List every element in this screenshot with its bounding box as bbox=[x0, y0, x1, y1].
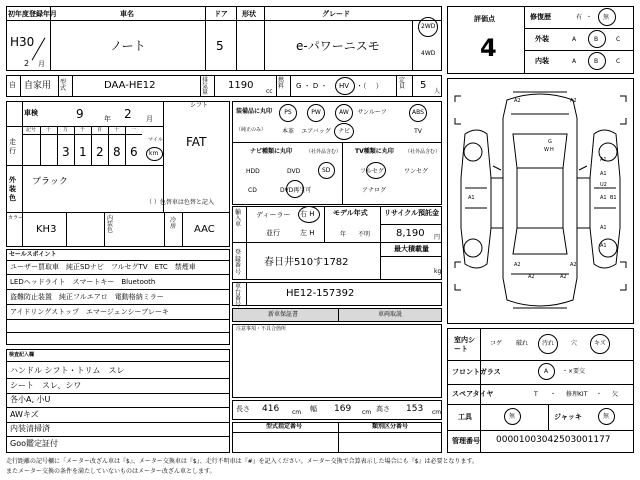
diagram-damage-label: H bbox=[550, 147, 554, 153]
int-grade-c: C bbox=[616, 58, 621, 65]
diagram-damage-label: A2 bbox=[570, 98, 577, 104]
equipment-item: PS bbox=[284, 109, 292, 116]
inspection-label: 車検 bbox=[24, 109, 38, 117]
mileage-digit-header: 十 bbox=[114, 127, 120, 133]
equipment-item: AW bbox=[339, 109, 349, 116]
sales-point-4: アイドリングストップ エマージェンシーブレーキ bbox=[10, 308, 169, 316]
footer-line-2: またメーター交換の条件を満たしていないものはメーター改ざん車とします。 bbox=[6, 468, 216, 475]
import-label: 輸入車 bbox=[235, 209, 242, 228]
inspector-note: Goo鑑定証付 bbox=[10, 438, 58, 448]
first-reg-label: 初年度登録年月 bbox=[8, 10, 57, 18]
plate-value: 春日井510す1782 bbox=[264, 257, 349, 268]
disp-unit: cc bbox=[266, 88, 273, 95]
interior-opt: 穴 bbox=[570, 340, 577, 347]
nav-title: ナビ種類に丸印 bbox=[250, 148, 293, 155]
nav-dvd-play: DVD再生可 bbox=[280, 187, 312, 194]
import-left-h: 左 H bbox=[300, 229, 315, 237]
inspector-note: 各小A, 小U bbox=[10, 395, 51, 404]
mileage-digit: 2 bbox=[96, 145, 104, 159]
diagram-damage-label: G bbox=[548, 139, 552, 145]
capacity-unit: 人 bbox=[434, 88, 441, 95]
import-right-h: 右 H bbox=[300, 210, 315, 218]
manual-label: 車両取説 bbox=[378, 311, 403, 318]
car-name-value: ノート bbox=[110, 39, 146, 53]
fuel-options: G ・ D ・ bbox=[296, 82, 328, 90]
import-dealer: ディーラー bbox=[256, 211, 291, 219]
height-value: 153 bbox=[406, 404, 424, 414]
ac-label: 冷房 bbox=[170, 217, 177, 230]
interior-opt: キズ bbox=[594, 340, 606, 347]
diagram-damage-label: A2 bbox=[528, 274, 535, 280]
model-label: 型式 bbox=[60, 79, 67, 92]
diagram-damage-label: A1 bbox=[600, 157, 607, 163]
exterior-note: （ ）色替車は色替と記入 bbox=[146, 199, 214, 206]
diagram-damage-label: A2 bbox=[560, 274, 567, 280]
inspector-notes-title: 検査記入欄 bbox=[9, 352, 35, 358]
diagram-damage-label: A1 bbox=[468, 195, 475, 201]
inspector-note: 内装清掃済 bbox=[10, 424, 50, 433]
height-unit: cm bbox=[432, 409, 442, 416]
nav-dvd: DVD bbox=[287, 168, 301, 175]
grade-label: グレード bbox=[322, 10, 350, 18]
diagram-damage-label: W bbox=[544, 147, 549, 153]
interior-opt: コゲ bbox=[489, 340, 502, 347]
interior-opt: 汚れ bbox=[541, 340, 554, 347]
warranty-row bbox=[232, 308, 442, 322]
tv-title: TV種類に丸印 bbox=[355, 148, 394, 155]
drive-4wd: 4WD bbox=[421, 50, 436, 57]
diagram-damage-label: U2 bbox=[600, 182, 607, 188]
defects-box bbox=[232, 324, 442, 398]
jack-value: 無 bbox=[603, 413, 610, 420]
length-value: 416 bbox=[262, 404, 280, 414]
interior-label: 内装色 bbox=[107, 215, 114, 234]
mileage-note: 記号 bbox=[26, 127, 37, 133]
disp-label: 排気量 bbox=[202, 77, 209, 96]
equipment-item: サンルーフ bbox=[357, 109, 387, 116]
diagram-damage-label: A2 bbox=[570, 262, 577, 268]
inspector-note: AWキズ bbox=[10, 409, 39, 419]
score-label: 評価点 bbox=[474, 15, 495, 23]
diagram-damage-label: B1 bbox=[610, 195, 617, 201]
capacity-label: 定員 bbox=[399, 77, 406, 90]
exterior-label: 外装色 bbox=[9, 176, 16, 203]
glass-label: フロントガラス bbox=[452, 368, 501, 376]
warranty-label: 新車保証書 bbox=[268, 311, 299, 318]
interior-opt: 破れ bbox=[515, 340, 528, 347]
mileage-digit-header: 一 bbox=[131, 127, 137, 133]
max-load-unit: kg bbox=[434, 268, 442, 275]
first-reg-month-unit: 月 bbox=[38, 60, 45, 68]
int-grade-b: B bbox=[594, 58, 599, 65]
spare-none: 欠 bbox=[612, 391, 619, 398]
door-label: ドア bbox=[214, 10, 228, 18]
fuel-label: 燃料 bbox=[278, 77, 285, 90]
width-value: 169 bbox=[334, 404, 352, 414]
inspection-month-unit: 月 bbox=[146, 115, 153, 123]
nav-hdd: HDD bbox=[246, 168, 260, 175]
ac-value: AAC bbox=[194, 224, 215, 235]
max-load-label: 最大積載量 bbox=[394, 245, 429, 253]
fuel-hv: HV bbox=[339, 82, 350, 90]
repair-no: 無 bbox=[603, 14, 610, 21]
exterior-value: ブラック bbox=[32, 177, 68, 187]
mileage-digit-header: 百 bbox=[97, 127, 103, 133]
inspector-note: シート スレ、シワ bbox=[10, 380, 82, 390]
ext-grade-a: A bbox=[572, 36, 577, 43]
color-code: KH3 bbox=[36, 224, 57, 235]
length-unit: cm bbox=[292, 409, 302, 416]
equipment-subtitle: （純正のみ） bbox=[236, 127, 267, 133]
inspector-note: ハンドル シフト・トリム スレ bbox=[10, 366, 125, 375]
recycle-label: リサイクル預託金 bbox=[384, 209, 440, 217]
glass-a: A bbox=[544, 368, 549, 375]
mgmt-label: 管理番号 bbox=[452, 437, 480, 445]
glass-replace: ・×要交 bbox=[562, 368, 586, 375]
type-label: 型式指定番号 bbox=[266, 423, 303, 430]
width-label: 幅 bbox=[310, 405, 317, 413]
first-reg-month: 2 bbox=[24, 59, 30, 68]
tv-analog: アナログ bbox=[362, 187, 387, 194]
model-value: DAA-HE12 bbox=[104, 80, 156, 91]
height-label: 高さ bbox=[376, 405, 390, 413]
first-reg-year: H30 bbox=[10, 35, 35, 49]
sales-point-1: ユーザー買取車 純正SDナビ フルセグTV ETC 禁煙車 bbox=[10, 263, 196, 271]
exterior-grade-label: 外装 bbox=[535, 35, 549, 43]
repair-yes: 有 bbox=[576, 14, 583, 21]
diagram-damage-label: A1 bbox=[600, 225, 607, 231]
capacity-value: 5 bbox=[420, 80, 427, 91]
mileage-digit: 3 bbox=[62, 145, 70, 159]
doors-value: 5 bbox=[216, 39, 224, 53]
tv-oneseg: ワンセグ bbox=[404, 168, 429, 175]
length-label: 長さ bbox=[236, 405, 250, 413]
chassis-value: HE12-157392 bbox=[286, 288, 355, 299]
usage-value: 自家用 bbox=[24, 81, 52, 91]
mileage-digit-header: 千 bbox=[80, 127, 86, 133]
int-grade-a: A bbox=[572, 58, 577, 65]
interior-sheet-label: 室内シート bbox=[454, 336, 475, 354]
disp-value: 1190 bbox=[228, 80, 254, 91]
shift-value: FAT bbox=[186, 135, 207, 149]
mileage-digit-header: 万 bbox=[63, 127, 69, 133]
jack-label: ジャッキ bbox=[554, 413, 582, 421]
type-row bbox=[232, 422, 442, 453]
nav-subtitle: （社外品含む） bbox=[306, 149, 342, 155]
recycle-unit: 円 bbox=[434, 234, 441, 241]
model-year-value: 年 不明 bbox=[340, 231, 371, 238]
spare-label: スペアタイヤ bbox=[452, 390, 494, 398]
equipment-item: エアバッグ bbox=[301, 128, 331, 135]
mileage-label: 走行 bbox=[9, 138, 16, 156]
class-label: 類別区分番号 bbox=[372, 423, 409, 430]
grade-value: e-パワーニスモ bbox=[296, 39, 380, 53]
tools-label: 工具 bbox=[458, 413, 472, 421]
diagram-damage-label: A1 bbox=[600, 171, 607, 177]
mgmt-value: 00001003042503001177 bbox=[496, 435, 611, 445]
footer-line-1: 走行距離の記号欄に「メーター改ざん車は『$』、メーター交換車は『$』、走行不明車は『#』を記入ください。メーター交換で合算表示した場合にも『$』は必要となります。 bbox=[6, 458, 479, 465]
chassis-label: 車台番号 bbox=[235, 283, 242, 308]
mileage-digit: 8 bbox=[113, 145, 121, 159]
usage-label: 自 bbox=[9, 81, 16, 89]
mileage-digit: 1 bbox=[79, 145, 87, 159]
sales-point-2: LEDヘッドライト スマートキー Bluetooth bbox=[10, 278, 156, 286]
recycle-value: 8,190 bbox=[396, 228, 425, 239]
nav-sd: SD bbox=[322, 167, 331, 174]
mile-label: マイル bbox=[148, 137, 163, 143]
drive-2wd: 2WD bbox=[421, 23, 436, 30]
sales-point-3: 盗難防止装置 純正フルエアロ 電動格納ミラー bbox=[10, 293, 164, 301]
score-value: 4 bbox=[480, 34, 497, 62]
equipment-item: PW bbox=[311, 109, 321, 116]
mileage-digit-header: 十 bbox=[46, 127, 52, 133]
car-name-label: 車名 bbox=[120, 10, 134, 18]
diagram-damage-label: A2 bbox=[514, 98, 521, 104]
spare-t: T bbox=[534, 391, 538, 398]
ext-grade-b: B bbox=[594, 36, 599, 43]
equipment-title: 装備品に丸印 bbox=[236, 108, 273, 115]
plate-label: 登録番号 bbox=[235, 249, 242, 276]
fuel-paren: ・（ ） bbox=[356, 82, 383, 90]
tools-value: 無 bbox=[509, 413, 516, 420]
shift-label: シフト bbox=[190, 102, 209, 109]
diagram-damage-label: A1 bbox=[600, 195, 607, 201]
shape-label: 形状 bbox=[242, 10, 256, 18]
equipment-item: ABS bbox=[412, 109, 424, 116]
diagram-damage-label: A1 bbox=[600, 243, 607, 249]
repair-label: 修復歴 bbox=[530, 13, 551, 21]
spare-kit: 修理KIT bbox=[566, 391, 588, 398]
inspection-month: 2 bbox=[124, 107, 132, 121]
import-parallel: 並行 bbox=[266, 229, 280, 237]
nav-cd: CD bbox=[248, 187, 257, 194]
model-year-label: モデル年式 bbox=[333, 209, 368, 217]
tv-fullseg: フルセグ bbox=[360, 168, 384, 175]
km-label: km bbox=[149, 150, 159, 157]
tv-subtitle: （社外品含む） bbox=[405, 149, 441, 155]
car-diagram bbox=[447, 78, 634, 324]
sales-points-title: セールスポイント bbox=[9, 251, 57, 258]
equipment-item: 本革 bbox=[281, 128, 294, 135]
mileage-digit: 6 bbox=[130, 145, 138, 159]
interior-grade-label: 内装 bbox=[535, 57, 549, 65]
inspection-year-unit: 年 bbox=[104, 115, 111, 123]
diagram-damage-label: A2 bbox=[514, 262, 521, 268]
ext-grade-c: C bbox=[616, 36, 621, 43]
defects-label: 注意事項・不具合箇所 bbox=[236, 326, 287, 332]
equipment-item: TV bbox=[414, 128, 422, 135]
inspection-year: 9 bbox=[76, 107, 84, 121]
color-code-label: カラー bbox=[8, 215, 24, 221]
width-unit: cm bbox=[362, 409, 372, 416]
equipment-item: ナビ bbox=[337, 128, 350, 135]
